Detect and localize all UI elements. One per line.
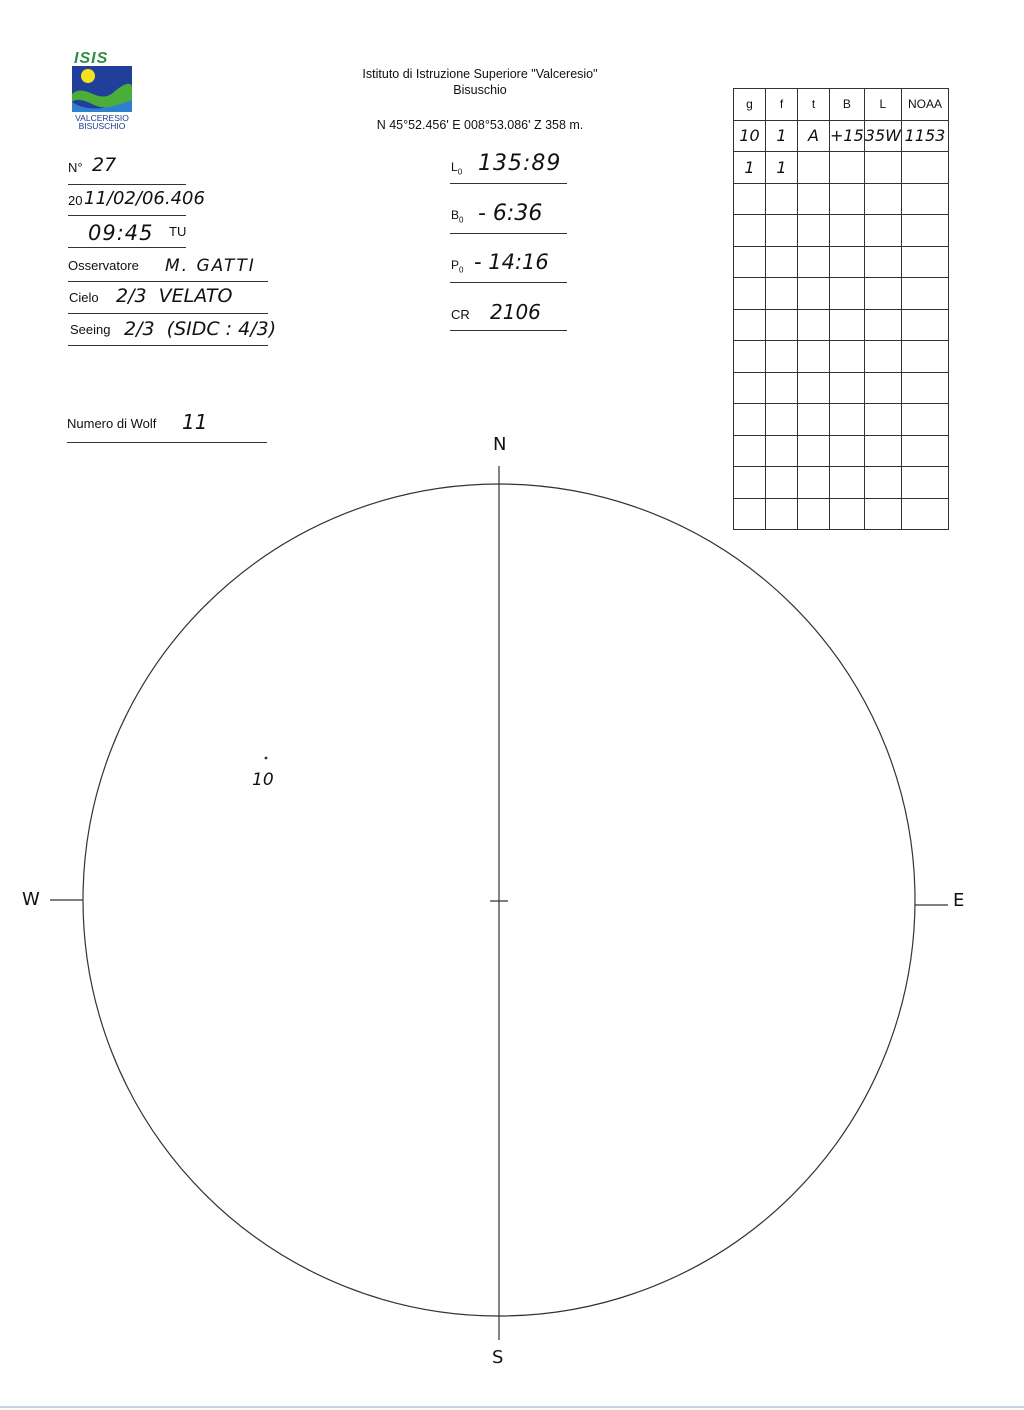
cr-label: CR [451,307,470,322]
b0-label: $B_0$ [451,208,464,225]
seeing-value: 2/3 (SIDC : 4/3) [124,318,277,340]
cell-l: 35W [864,120,901,152]
b0-value: - 6:36 [478,201,543,226]
sunspot-mark [265,757,268,760]
number-label: N° [68,160,83,175]
cell-f: 1 [766,152,798,184]
number-value: 27 [92,154,117,176]
south-label: S [492,1347,504,1368]
time-unit: TU [169,224,187,239]
logo-name-line2: BISUSCHIO [78,121,126,131]
sky-label: Cielo [69,290,99,305]
observer-value: M. GATTI [165,256,256,276]
group-number-label: 10 [252,770,274,790]
observer-label: Osservatore [68,258,139,273]
date-value: 11/02/06.406 [84,188,205,209]
east-label: E [953,890,965,911]
logo-name-line1: VALCERESIO [75,113,129,123]
p0-label: $P_0$ [451,258,464,275]
l0-value: 135:89 [478,151,562,176]
header-l: L [864,89,901,121]
time-value: 09:45 [88,221,154,245]
north-label: N [493,434,507,455]
institute-name: Istituto di Istruzione Superiore "Valceresio" [362,67,598,81]
cell-g: 1 [734,152,766,184]
wolf-label: Numero di Wolf [67,416,157,431]
cell-t: A [798,120,830,152]
observatory-coordinates: N 45°52.456' E 008°53.086' Z 358 m. [376,118,584,132]
header-noaa: NOAA [901,89,948,121]
l0-label: $L_0$ [451,160,463,177]
cell-b: +15 [830,120,865,152]
seeing-label: Seeing [70,322,111,337]
date-prefix: 20 [68,193,83,208]
institute-town: Bisuschio [453,83,507,97]
wolf-value: 11 [182,410,208,434]
cell-noaa: 1153 [901,120,948,152]
cr-value: 2106 [490,300,541,324]
header-f: f [766,89,798,121]
cell-f: 1 [766,120,798,152]
p0-value: - 14:16 [474,250,549,274]
header-b: B [830,89,865,121]
cell-g: 10 [734,120,766,152]
sky-value: 2/3 VELATO [116,285,233,307]
header-g: g [734,89,766,121]
west-label: W [22,889,40,910]
header-t: t [798,89,830,121]
logo-wordmark: ISIS [74,50,109,67]
